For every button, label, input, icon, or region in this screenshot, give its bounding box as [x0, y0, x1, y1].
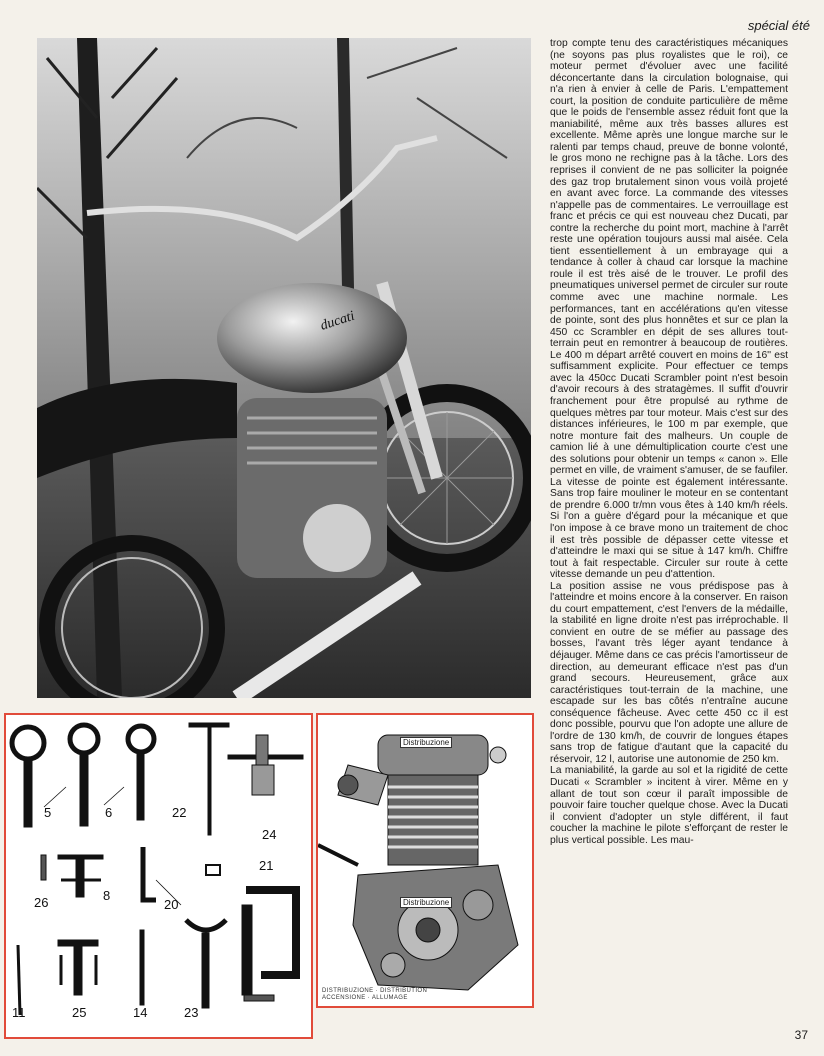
tool-label-23: 23 [184, 1005, 199, 1020]
article-column [550, 38, 788, 1038]
tool-label-21: 21 [259, 858, 274, 873]
article-paragraph-1: trop compte tenu des caractéristiques mécaniques (ne soyons pas plus royalistes que le roi), ce moteur permet d'évoluer avec une facilité déconcertante dans la circulation bolognaise, qui n'a rien à envier à celle de Paris. L'empattement court, la position de conduite particulière de même que le poids de l'ensemble assez réduit font que la maniabilité, même aux très basses allures est excellente. Même après une longue marche sur le ralenti par temps chaud, preuve de bonne volonté, le gros mono ne rechigne pas à la tâche. Lors des reprises il convient de ne pas solliciter la poignée des gaz trop brutalement sinon vous voilà projeté en avant avec force. La commande des vitesses n'appelle pas de commentaires. Le verrouillage est franc et précis ce qui est nouveau chez Ducati, par contre la recherche du point mort, machine à l'arrêt reste une opération toujours aussi mal aisée. Cela tient essentiellement à un embrayage qui a tendance à coller à chaud car lorsque la machine roule il est très aisé de le trouver. Le profil des pneumatiques universel permet de circuler sur route comme avec une machine normale. Les performances, tant en accélérations qu'en vitesse de pointe, sont des plus honnêtes et sur ce plan la 450 cc Scrambler en dépit de ses allures tout-terrain peut en remontrer à beaucoup de routières. Le 400 m départ arrêté couvert en moins de 16'' est suffisamment explicite. Pour effectuer ce temps avec la 450cc Ducati Scrambler point n'est besoin d'avoir recours à des stratagèmes. Il suffit d'ouvrir franchement pour être propulsé au rythme de quelques mètres par tour moteur. Mais c'est sur des distances inférieures, le 100 m par exemple, que notre monture fait des malheurs. Un couple de camion lié à une démultiplication courte c'est une des solutions pour obtenir un temps « canon ». Elle permet en ville, de vraiment s'amuser, de se faufiler. La vitesse de pointe est également intéressante. Sans trop faire mouliner le moteur en se contentant de prendre 6.000 tr/mn vous êtes à 140 km/h réels. Si l'on a guère d'égard pour la mécanique et que l'on impose à ce brave mono un traitement de choc il est très possible de dépasser cette vitesse et d'atteindre le maxi qui se situe à 147 km/h. Chiffre tout à fait respectable. Circuler sur route à cette vitesse demande un peu d'attention. [550, 38, 788, 581]
tool-label-11: 11 [12, 1005, 26, 1020]
article-paragraph-2: La position assise ne vous prédispose pas à l'atteindre et moins encore à la conserver. En raison du court empattement, c'est l'envers de la médaille, la stabilité en ligne droite n'est pas irréprochable. Il convient en outre de se méfier au passage des bosses, l'avant très léger ayant tendance à déjauger. Même dans ce cas précis l'amortisseur de direction, au demeurant efficace n'est pas d'un grand secours. Heureusement, grâce aux caractéristiques tout-terrain de la machine, une escapade sur les bas côtés n'entraîne aucune conséquence fâcheuse. Avec cette 450 cc il est donc possible, pourvu que l'on adopte une allure de l'ordre de 130 km/h, de couvrir de longues étapes sans trop de fatigue d'autant que la capacité du réservoir, 12 l, autorise une autonomie de 250 km. [550, 580, 788, 765]
tool-label-6: 6 [105, 805, 113, 820]
engine-tag-top: Distribuzione [400, 737, 452, 748]
engine-tag-bottom: Distribuzione [400, 897, 452, 908]
engine-caption-line2: ACCENSIONE · ALLUMAGE [322, 995, 408, 1001]
tool-label-24: 24 [262, 827, 277, 842]
tools-diagram [4, 713, 313, 1039]
engine-caption [322, 988, 427, 1002]
engine-cutaway-illustration [316, 713, 534, 1008]
tool-label-25: 25 [72, 1005, 87, 1020]
tank-logo: ducati [318, 308, 357, 334]
tool-label-5: 5 [44, 805, 52, 820]
section-header: spécial été [747, 18, 810, 33]
tool-label-26: 26 [34, 895, 49, 910]
motorcycle-photo [37, 38, 531, 698]
article-paragraph-3: La maniabilité, la garde au sol et la rigidité de cette Ducati « Scrambler » incitent à virer. Même en y allant de tout son cœur il paraît impossible de pouvoir faire toucher quelque chose. Avec la Ducati il convient d'adopter un style différent, il faut coucher la machine le pilote s'efforçant de rester le plus vertical possible. Les mau- [550, 765, 788, 846]
page-number: 37 [794, 1028, 808, 1042]
tool-label-8: 8 [103, 888, 111, 903]
tool-label-22: 22 [172, 805, 187, 820]
engine-caption-line1: DISTRIBUZIONE · DISTRIBUTION [322, 988, 428, 994]
tool-label-20: 20 [164, 897, 179, 912]
tool-label-14: 14 [133, 1005, 148, 1020]
